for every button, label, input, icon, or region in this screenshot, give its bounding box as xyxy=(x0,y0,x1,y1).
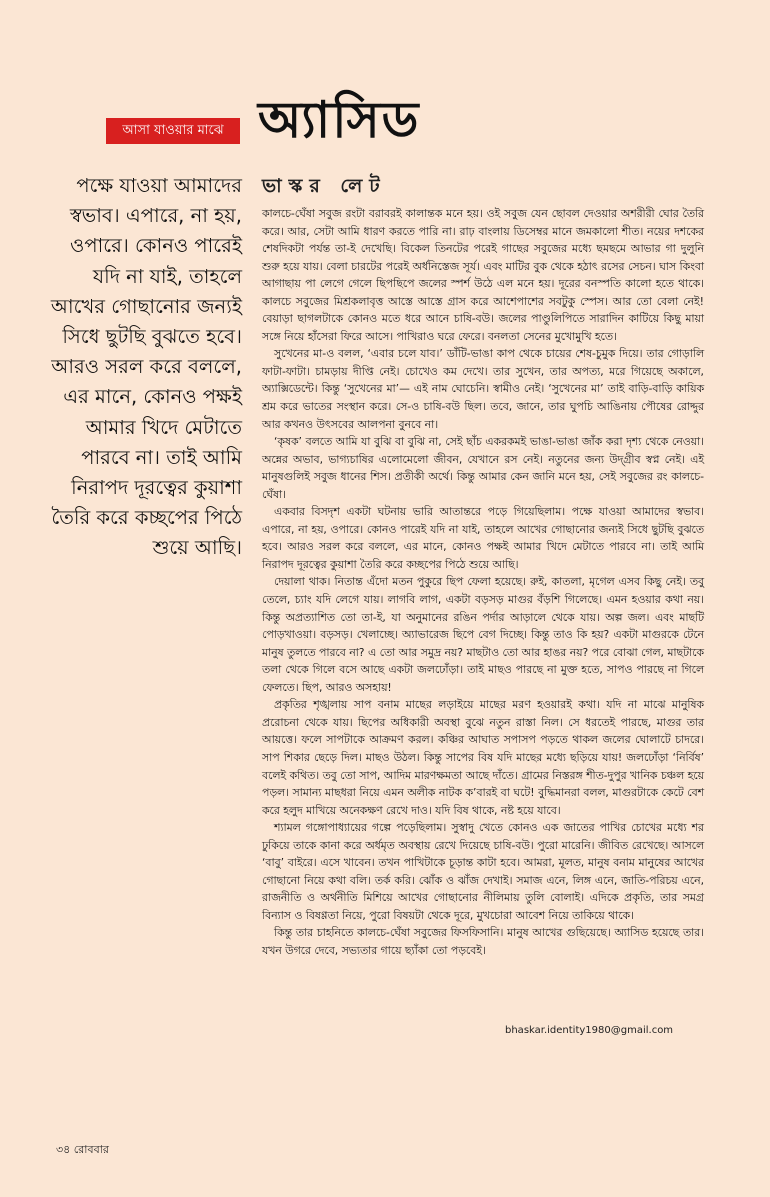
author-byline: ভাস্কর লেট xyxy=(262,175,387,197)
body-paragraph: শ্যামল গঙ্গোপাধ্যায়ের গল্পে পড়েছিলাম। সুস্বাদু খেতে কোনও এক জাতের পাখির চোখের মধ্যে শর ঢুকিয়ে তাকে কানা করে অর্ধমৃত অবস্থায় রেখে দিয়েছে চাষি-বউ। পুরো মারেনি। জীবিত রেখেছে। আসলে ‘বাবু’ বাইরে। এসে খাবেন। তখন পাখিটাকে চূড়ান্ত কাটা হবে। আমরা, মূলত, মানুষ বনাম মানুষের আখের গোছানো নিয়ে কথা বলি। তর্ক করি। ঝোঁক ও ঝাঁজ দেখাই। সমাজ এনে, লিঙ্গ এনে, জাতি-পরিচয় এনে, রাজনীতি ও অর্থনীতি মিশিয়ে আখের গোছানোর নীলিমায় তুলি বোলাই। এদিকে প্রকৃতি, তার সমগ্র বিন্যাস ও বিষণ্ণতা নিয়ে, পুরো বিষয়টা থেকে দূরে, মুখচোরা আবেশ নিয়ে তাকিয়ে থাকে। xyxy=(262,821,704,922)
body-paragraph: সুখেনের মা-ও বলল, ‘এবার চলে যাব।’ ডাঁটি-ভাঙা কাপ থেকে চায়ের শেষ-চুমুক দিয়ে। তার গোড়ালি ফাটা-ফাটা। চামড়ায় দীপ্তি নেই। চোখেও কম দেখে। তার সুখেন, তার অপত্য, মরে গিয়েছে অকালে, অ্যাক্সিডেন্টে। কিন্তু ‘সুখেনের মা’— এই নাম ঘোচেনি। স্বামীও নেই। ‘সুখেনের মা’ তাই বাড়ি-বাড়ি কায়িক শ্রম করে ভাতের সংস্থান করে। সে-ও চাষি-বউ ছিল। তবে, জানে, তার ঘুপচি আঙিনায় পৌষের রোদ্দুর আর কখনও উৎসবের আলপনা বুনবে না। xyxy=(262,347,704,431)
body-paragraph: প্রকৃতির শৃঙ্খলায় সাপ বনাম মাছের লড়াইয়ে মাছের মরণ হওয়ারই কথা। যদি না মাঝে মানুষিক প্ররোচনা থেকে যায়। ছিপের অধিকারী অবস্থা বুঝে নতুন রাস্তা নিল। সে ধরতেই পারছে, মাগুর তার আয়ত্তে। ফলে সাপটাকে আক্রমণ করল। কঞ্চির আঘাত সপাসপ পড়তে থাকল জলের ঘোলাটে চাদরে। সাপ শিকার ছেড়ে দিল। মাছও উঠল। কিন্তু সাপের বিষ যদি মাছের মধ্যে ছড়িয়ে যায়! জলঢোঁড়া ‘নির্বিষ’ বলেই কথিত। তবু তো সাপ, আদিম মারণক্ষমতা আছে দাঁতে। গ্রামের নিস্তরঙ্গ শীত-দুপুর খানিক চঞ্চল হয়ে পড়ল। সামান্য মাছধরা নিয়ে এমন অলীক নাটক ক’বারই বা ঘটে! বুদ্ধিমানরা বলল, মাগুরটাকে কেটে বেশ করে হলুদ মাখিয়ে অনেকক্ষণ রেখে দাও। যদি বিষ থাকে, নষ্ট হয়ে যাবে। xyxy=(262,698,704,817)
article-body xyxy=(262,205,704,960)
body-paragraph: ‘কৃষক’ বলতে আমি যা বুঝি বা বুঝি না, সেই ছাঁচ একরকমই ভাঙা-ভাঙা জাঁক করা দৃশ্য থেকে নেওয়া। অন্নের অভাব, ভাগ্যচাষির এলোমেলো জীবন, যেখানে রস নেই। নতুনের জন্য উদ্‌গ্রীব স্বপ্ন নেই। এই মানুষগুলিই সবুজ ধানের শিস। প্রতীকী অর্থে। কিন্তু আমার কেন জানি মনে হয়, সেই সবুজের রং কালচে-ঘেঁষা। xyxy=(262,435,704,501)
author-email: bhaskar.identity1980@gmail.com xyxy=(505,1025,674,1036)
body-paragraph: দেয়ালা থাক। নিতান্ত এঁদো মতন পুকুরে ছিপ ফেলা হয়েছে। রুই, কাতলা, মৃগেল এসব কিছু নেই। তবু তেলে, চ্যাং যদি লেগে যায়। লাগবি লাগ, একটা বড়সড় মাগুর বঁড়শি গিলেছে। এমন হওয়ার কথা নয়। কিন্তু অপ্রত্যাশিত তো তা-ই, যা অনুমানের রঙিন পর্দার আড়ালে থেকে যায়। অল্প জল। এবং মাছটি পোড়খাওয়া। বড়সড়। খেলাচ্ছে। অ্যাভারেজ ছিপে বেগ দিচ্ছে। কিন্তু তাও কি হয়? একটা মাগুরকে টেনে মানুষ তুলতে পারবে না? এ তো আর সমুদ্র নয়? মাছটাও তো আর হাঙর নয়? পরে বোঝা গেল, মাছটাকে তলা থেকে গিলে বসে আছে একটা জলঢোঁড়া। তাই মাছও পারছে না মুক্ত হতে, সাপও পারছে না গিলে ফেলতে। ছিপ, আরও অসহায়! xyxy=(262,575,704,694)
pull-quote: পক্ষে যাওয়া আমাদের স্বভাব। এপারে, না হয়, ওপারে। কোনও পারেই যদি না যাই, তাহলে আখের গোছানোর জন্যই সিধে ছুটছি বুঝতে হবে। আরও সরল করে বললে, এর মানে, কোনও পক্ষই আমার খিদে মেটাতে পারবে না। তাই আমি নিরাপদ দূরত্বের কুয়াশা তৈরি করে কচ্ছপের পিঠে শুয়ে আছি। xyxy=(50,174,242,560)
body-paragraph: একবার বিসদৃশ একটা ঘটনায় ভারি আতান্তরে পড়ে গিয়েছিলাম। পক্ষে যাওয়া আমাদের স্বভাব। এপারে, না হয়, ওপারে। কোনও পারেই যদি না যাই, তাহলে আখের গোছানোর জন্যই সিধে ছুটছি বুঝতে হবে। আরও সরল করে বললে, এর মানে, কোনও পক্ষই আমার খিদে মেটাতে পারবে না। তাই আমি নিরাপদ দূরত্বের কুয়াশা তৈরি করে কচ্ছপের পিঠে শুয়ে আছি। xyxy=(262,505,704,571)
page-footer: ৩৪ রোববার xyxy=(56,1143,109,1156)
article-title: অ্যাসিড xyxy=(258,91,421,149)
body-paragraph: কিন্তু তার চাহনিতে কালচে-ঘেঁষা সবুজের ফিসফিসানি। মানুষ আখের গুছিয়েছে। অ্যাসিড হয়েছে তার। যখন উগরে দেবে, সভ্যতার গায়ে ছ্যাঁকা তো পড়বেই। xyxy=(262,926,704,957)
section-tag: আসা যাওয়ার মাঝে xyxy=(106,118,240,144)
body-paragraph: কালচে-ঘেঁষা সবুজ রংটা বরাবরই কালান্তক মনে হয়। ওই সবুজ যেন ছোবল দেওয়ার অশরীরী ঘোর তৈরি করে। আর, সেটা আমি ধারণ করতে পারি না। রাঢ় বাংলায় ডিসেম্বর মানে জমকালো শীত। নয়ের দশকের শেষদিকটা পর্যন্ত তা-ই দেখেছি। বিকেল তিনটের পরেই গাছের সবুজের মধ্যে ছমছমে আভার গা দুলুনি শুরু হয়ে যায়। বেলা চারটের পরেই অর্ধনিস্তেজ সূর্য। এবং মাটির বুক থেকে হঠাৎ রসের সেচন। ঘাস কিংবা আগাছায় পা লেগে গেলে ছিপছিপে জলের স্পর্শ উঠে এল মনে হয়। দূরের বনস্পতি কালো হতে থাকে। কালচে সবুজের মিশ্রকলাবৃত্ত আস্তে আস্তে গ্রাস করে আশেপাশের সবটুকু স্পেস। আর তো বেলা নেই! বেয়াড়া ছাগলটাকে কোনও মতে ধরে আনে চাষি-বউ। জলের পাণ্ডুলিপিতে সারাদিন কাটিয়ে কিছু মায়া সঙ্গে নিয়ে হাঁসেরা ফিরে আসে। পাখিরাও ঘরে ফেরে। বনলতা সেনের মুখোমুখি হতে। xyxy=(262,207,704,343)
